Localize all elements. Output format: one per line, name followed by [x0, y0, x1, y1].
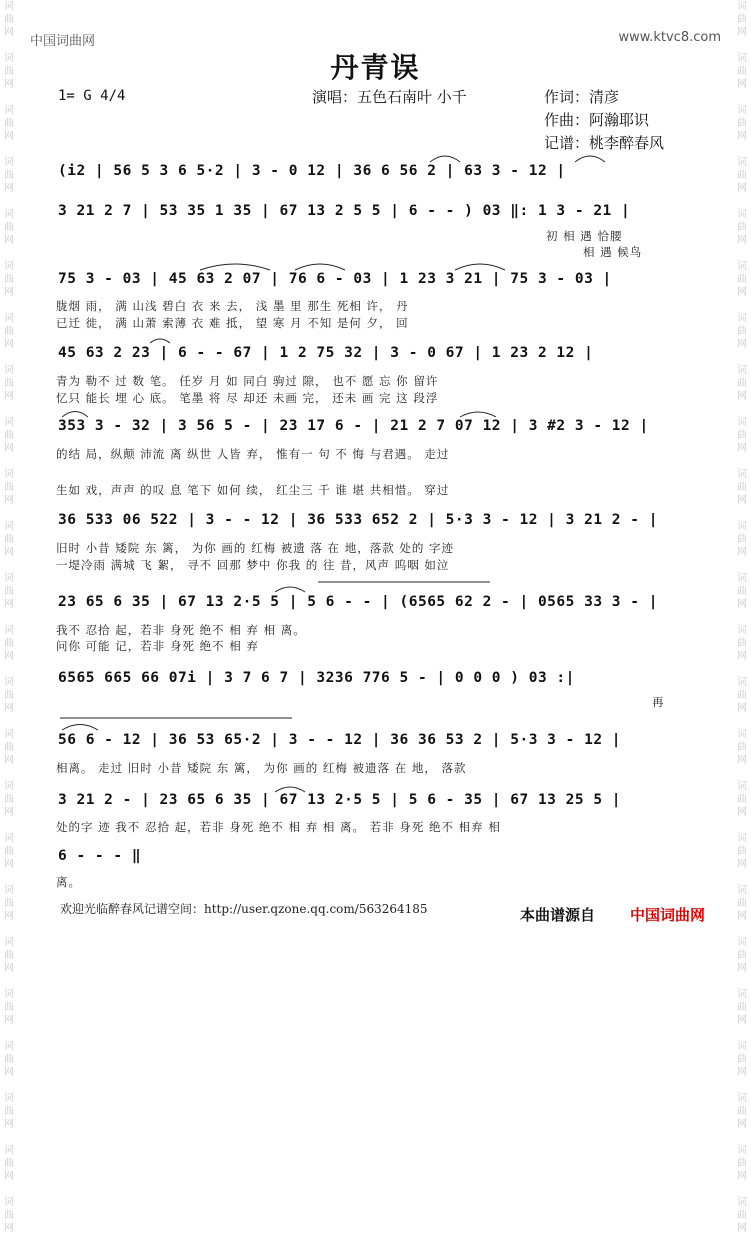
lyric-line-7a: 我不 忍拾 起，若非 身死 绝不 相 弃 相 离。 [56, 623, 306, 637]
score-line-11: 6 - - - ‖ [58, 848, 142, 864]
score-line-1: (i2 | 56 5 3 6 5·2 | 3 - 0 12 | 36 6 56 2 | 63 3 - 12 | [58, 163, 566, 179]
slur-arc [275, 787, 305, 792]
score-line-6: 36 533 06 522 | 3 - - 12 | 36 533 652 2 | 5·3 3 - 12 | 3 21 2 - | [58, 512, 658, 528]
composer-credit: 作曲：阿瀚耶识 [544, 111, 650, 129]
site-url-right[interactable]: www.ktvc8.com [618, 30, 721, 45]
lyric-line-9a: 相离。 走过 旧时 小昔 矮院 东 篱， 为你 画的 红梅 被遗落 在 地， 落款 [56, 761, 467, 775]
score-line-9: 56 6 - 12 | 36 53 65·2 | 3 - - 12 | 36 36 53 2 | 5·3 3 - 12 | [58, 732, 622, 748]
lyric-line-6a: 旧时 小昔 矮院 东 篱， 为你 画的 红梅 被遗 落 在 地，落款 处的 字迹 [56, 541, 455, 555]
score-line-8: 6565 665 66 07i | 3 7 6 7 | 3236 776 5 - | 0 0 0 ) 03 :| [58, 670, 575, 686]
song-title: 丹青误 [330, 51, 421, 84]
lyric-line-5b: 生如 戏，声声 的叹 息 笔下 如何 续， 红尘三 千 谁 堪 共相惜。 穿过 [56, 483, 450, 497]
footer-source-label: 本曲谱源自 [520, 906, 596, 924]
singer-credit: 演唱：五色石南叶 小千 [312, 88, 467, 106]
footer-brand-link[interactable]: 中国词曲网 [630, 906, 706, 924]
lyric-line-8a: 再 [652, 695, 665, 709]
slur-arc [455, 264, 505, 270]
score-line-5: 353 3 - 32 | 3 56 5 - | 23 17 6 - | 21 2 7 07 12 | 3 #2 3 - 12 | [58, 418, 649, 434]
slur-arc [200, 264, 270, 270]
lyric-line-3b: 已迁 徙， 满 山萧 索薄 衣 难 抵， 望 寒 月 不知 是何 夕， 回 [56, 316, 409, 330]
slur-arc [430, 156, 460, 162]
lyric-line-2b: 相 遇 候鸟 [583, 245, 643, 259]
lyric-line-4b: 忆只 能长 埋 心 底。 笔墨 将 尽 却还 未画 完， 还未 画 完 这 段浮 [56, 391, 439, 405]
score-line-2: 3 21 2 7 | 53 35 1 35 | 67 13 2 5 5 | 6 - - ) 03 ‖: 1 3 - 21 | [58, 203, 631, 219]
slur-arc [275, 587, 305, 592]
lyric-line-11a: 离。 [56, 875, 81, 889]
slur-arc [150, 339, 170, 343]
score-line-3: 75 3 - 03 | 45 63 2 07 | 76 6 - 03 | 1 23 3 21 | 75 3 - 03 | [58, 271, 612, 287]
slur-arc [62, 412, 88, 418]
site-name-left[interactable]: 中国词曲网 [30, 34, 96, 49]
lyric-line-2a: 初 相 遇 恰腰 [546, 229, 623, 243]
lyric-line-5a: 的结 局，纵颠 沛流 离 纵世 人皆 弃， 惟有一 句 不 悔 与君遇。 走过 [56, 447, 450, 461]
lyric-line-10a: 处的字 迹 我不 忍拾 起，若非 身死 绝不 相 弃 相 离。 若非 身死 绝不 相弃 相 [56, 820, 501, 834]
lyric-line-3a: 胧烟 雨， 满 山浅 碧白 衣 来 去， 浅 墨 里 那生 死相 许， 丹 [56, 299, 409, 313]
slur-arc [575, 156, 605, 162]
side-watermark-left: 词 曲 网 词 曲 网 词 曲 网 词 曲 网 词 曲 网 词 曲 网 词 曲 网 词 曲 网 词 曲 网 词 曲 网 词 曲 网 词 曲 网 词 曲 网 词 曲 网 词 曲 网 词 曲 网 词 曲 网 词 曲 网 词 曲 网 词 曲 网 词 曲 网 词 曲 网 词 曲 网 词 曲 网 [4, 1, 14, 1234]
footer-welcome-note: 欢迎光临醉春风记谱空间：http://user.qzone.qq.com/563264185 [60, 902, 428, 916]
lyric-line-7b: 问你 可能 记，若非 身死 绝不 相 弃 [56, 639, 259, 653]
score-line-10: 3 21 2 - | 23 65 6 35 | 67 13 2·5 5 | 5 6 - 35 | 67 13 25 5 | [58, 792, 622, 808]
slur-arc [295, 264, 345, 270]
lyric-line-4a: 青为 勒不 过 数 笔。 任岁 月 如 同白 驹过 隙， 也不 愿 忘 你 留许 [56, 374, 439, 388]
side-watermark-right: 词 曲 网 词 曲 网 词 曲 网 词 曲 网 词 曲 网 词 曲 网 词 曲 网 词 曲 网 词 曲 网 词 曲 网 词 曲 网 词 曲 网 词 曲 网 词 曲 网 词 曲 网 词 曲 网 词 曲 网 词 曲 网 词 曲 网 词 曲 网 词 曲 网 词 曲 网 词 曲 网 词 曲 网 [737, 1, 747, 1234]
slur-arc [460, 412, 496, 417]
lyric-line-6b: 一堤冷雨 满城 飞 絮， 寻不 回那 梦中 你我 的 往 昔，风声 呜咽 如泣 [56, 558, 450, 572]
key-signature: 1= G 4/4 [58, 88, 126, 104]
transcriber-credit: 记谱：桃李醉春风 [544, 134, 665, 152]
score-line-7: 23 65 6 35 | 67 13 2·5 5 | 5 6 - - | (6565 62 2 - | 0565 33 3 - | [58, 594, 658, 610]
lyricist-credit: 作词：清彦 [544, 88, 620, 106]
score-line-4: 45 63 2 23 | 6 - - 67 | 1 2 75 32 | 3 - 0 67 | 1 23 2 12 | [58, 345, 594, 361]
slur-arc [62, 725, 98, 731]
